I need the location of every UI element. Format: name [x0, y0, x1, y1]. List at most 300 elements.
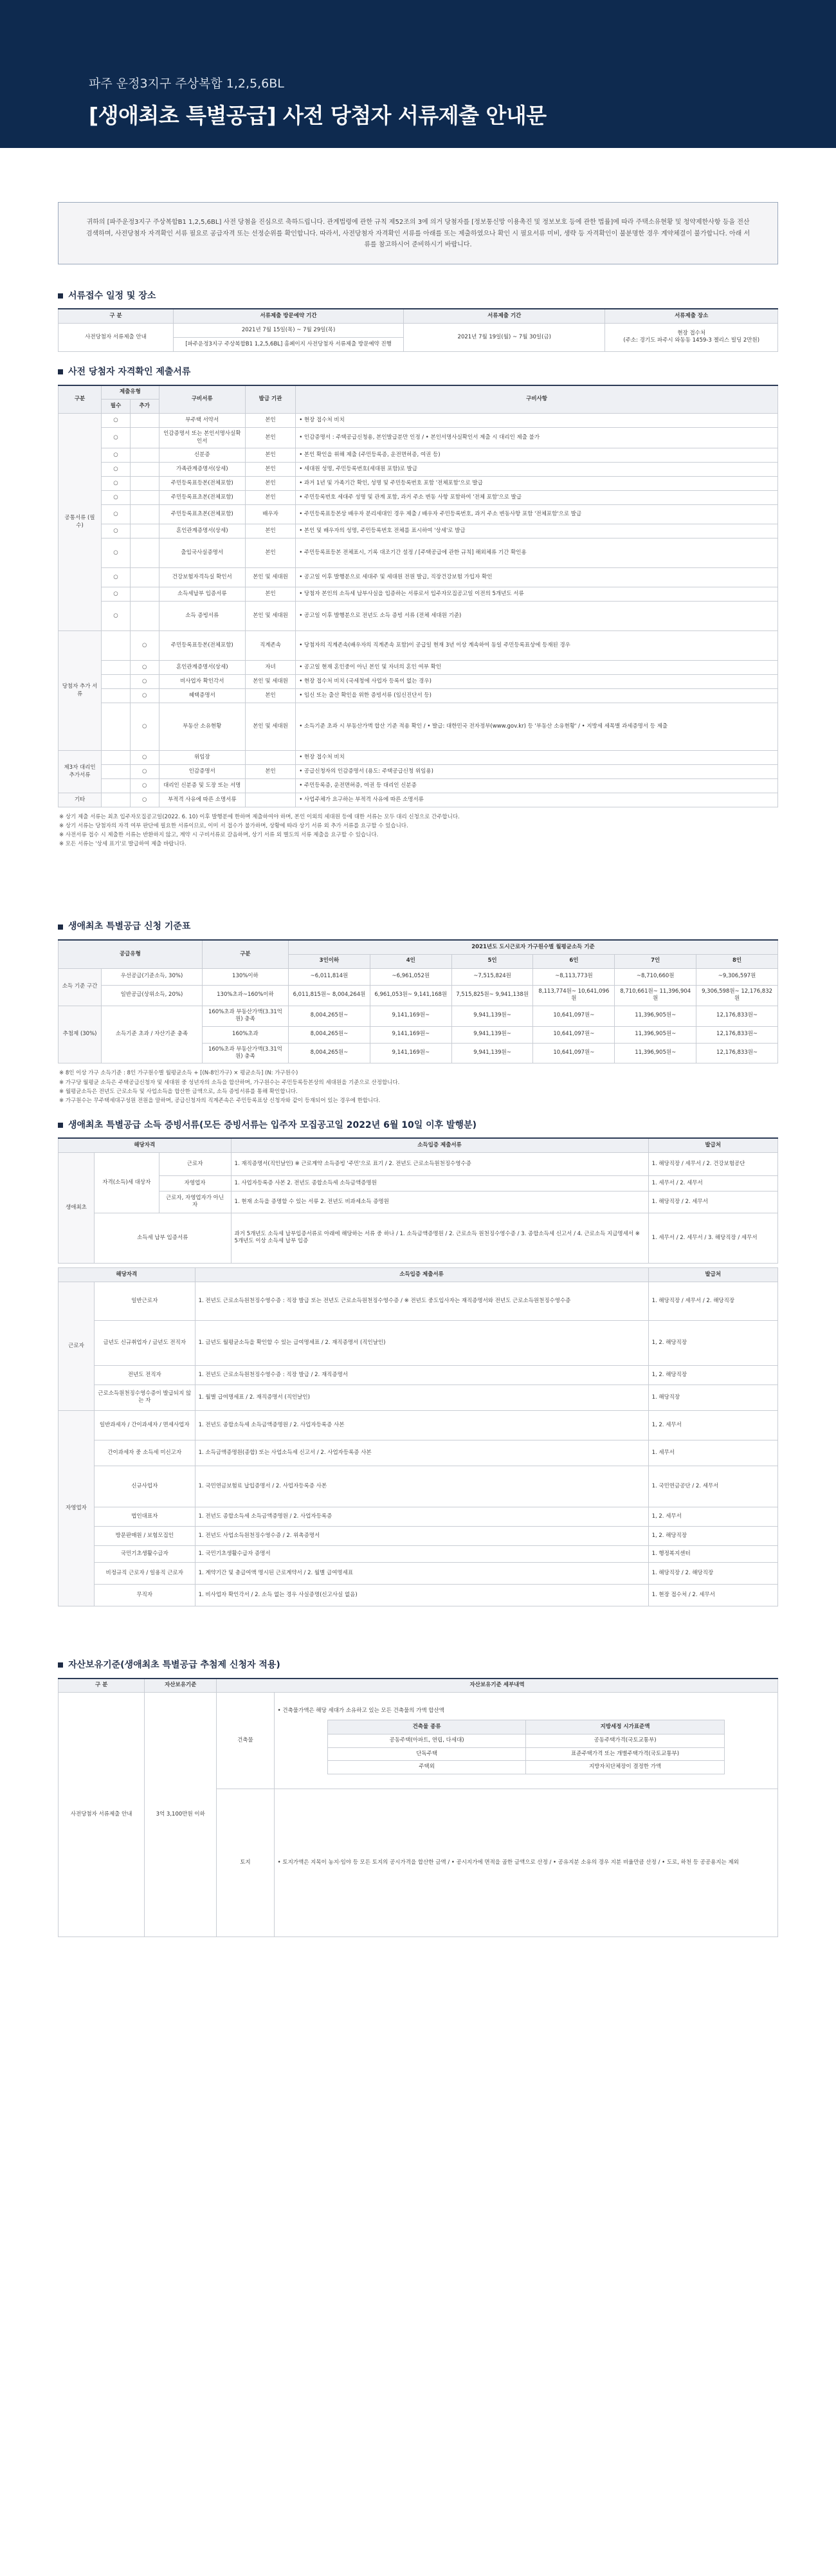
- table-row: [59, 703, 778, 751]
- doc-name: 신분증: [159, 448, 245, 463]
- table-row: [59, 414, 778, 428]
- required-mark: ○: [102, 505, 131, 524]
- issuer: 본인: [245, 428, 295, 448]
- note: ※ 8인 이상 가구 소득기준 : 8인 가구원수별 월평균소득 + [(N-8인가구) × 평균소득] (N: 가구원수): [59, 1070, 298, 1077]
- proof-issuer: 1. 세무서 / 2. 세무서: [648, 1175, 777, 1191]
- proof-kind: 자영업자: [159, 1175, 231, 1191]
- table-row: [59, 524, 778, 538]
- table-row: [59, 491, 778, 505]
- issuer: [245, 779, 295, 793]
- income-value: 9,941,139원~: [451, 1043, 533, 1063]
- doc-note: • 주민등록표등본상 배우자 분리세대인 경우 제출 / 배우자 주민등록번호, 과거 주소 변동사항 포함 '전체포함'으로 발급: [296, 505, 778, 524]
- table-row: [59, 779, 778, 793]
- additional-mark: ○: [130, 631, 159, 661]
- income-pct: 130%이하: [202, 968, 288, 985]
- proof-doc: 1. 현재 소득을 증명할 수 있는 서류 2. 전년도 비과세소득 증명원: [231, 1191, 648, 1213]
- doc-note: • 현장 접수처 비치: [296, 414, 778, 428]
- income-value: 9,941,139원~: [451, 1006, 533, 1026]
- land-label: 토지: [217, 1789, 275, 1937]
- th: 4인: [370, 954, 451, 968]
- issuer: 본인: [245, 491, 295, 505]
- additional-mark: ○: [130, 765, 159, 779]
- proof-issuer: 1. 행정복지센터: [648, 1545, 777, 1562]
- proof-issuer: 1. 세무서: [648, 1440, 777, 1466]
- income-value: 8,004,265원~: [289, 1006, 370, 1026]
- required-mark: ○: [102, 477, 131, 491]
- table-row: [59, 602, 778, 631]
- th: 소득입증 제출서류: [195, 1267, 648, 1282]
- income-value: 10,641,097원~: [533, 1026, 615, 1043]
- income-value: 6,011,815원~ 8,004,264원: [289, 985, 370, 1006]
- page-title: [생애최초 특별공급] 사전 당첨자 서류제출 안내문: [89, 102, 547, 128]
- th: 구 분: [59, 1679, 145, 1693]
- table-row: [59, 477, 778, 491]
- th: 발급처: [648, 1267, 777, 1282]
- additional-mark: ○: [130, 779, 159, 793]
- place-address: (주소: 경기도 파주시 와동동 1459-3 젤리스 빌딩 2만원): [623, 337, 760, 344]
- additional-mark: ○: [130, 689, 159, 703]
- additional-mark: [130, 463, 159, 477]
- issuer: 본인: [245, 538, 295, 568]
- th: 7인: [615, 954, 696, 968]
- income-value: ~9,306,597원: [696, 968, 778, 985]
- required-mark: ○: [102, 491, 131, 505]
- supply-sub: 우선공급(기준소득, 30%): [102, 968, 203, 985]
- additional-mark: [130, 414, 159, 428]
- proof-doc: 1. 재직증명서(직인날인) ※ 근로계약 소득증빙 '주민'으로 표기 / 2. 전년도 근로소득원천징수영수증: [231, 1152, 648, 1175]
- doc-name: 혼인관계증명서(상세): [159, 524, 245, 538]
- required-mark: [102, 751, 131, 765]
- note: ※ 가구당 월평균 소득은 주택공급신청자 및 세대원 중 성년자의 소득을 합산하며, 가구원수는 주민등록등본상의 세대원을 기준으로 산정합니다.: [59, 1079, 400, 1086]
- required-mark: ○: [102, 448, 131, 463]
- reserve-period: 2021년 7월 15일(목) ~ 7월 29일(목): [174, 323, 404, 337]
- table-row: [59, 675, 778, 689]
- proof-issuer: 1. 세무서 / 2. 세무서 / 3. 해당직장 / 세무서: [648, 1213, 777, 1263]
- proof-kind: 근로자: [159, 1152, 231, 1175]
- proof-kind: 비정규직 근로자 / 일용직 근로자: [94, 1562, 195, 1584]
- doc-name: 대리인 신분증 및 도장 또는 서명: [159, 779, 245, 793]
- doc-note: • 과거 1년 및 가족기간 확인, 성명 및 주민등록번호 포함 '전체포함'으로 발급: [296, 477, 778, 491]
- th: 추가: [130, 400, 159, 414]
- proof-kind: 전년도 전직자: [94, 1365, 195, 1385]
- issuer: 배우자: [245, 505, 295, 524]
- proof-kind: 신규사업자: [94, 1466, 195, 1507]
- proof-issuer: 1, 2. 세무서: [648, 1410, 777, 1440]
- section-title-docs: [58, 366, 778, 378]
- proof-sub: 자격(소득)세 대상자: [94, 1152, 159, 1213]
- th: 서류제출 장소: [605, 309, 778, 323]
- proof-kind: 간이과세자 중 소득세 미신고자: [94, 1440, 195, 1466]
- income-pct: 130%초과~160%이하: [202, 985, 288, 1006]
- doc-note: • 본인 확인을 위해 제출 (주민등록증, 운전면허증, 여권 등): [296, 448, 778, 463]
- section-title-schedule: [58, 290, 778, 302]
- doc-name: 가족관계증명서(상세): [159, 463, 245, 477]
- table-row: [59, 1213, 778, 1263]
- proof-group: 근로자: [59, 1282, 95, 1410]
- income-value: 8,710,661원~ 11,396,904원: [615, 985, 696, 1006]
- table-row: [59, 428, 778, 448]
- additional-mark: [130, 491, 159, 505]
- additional-mark: [130, 477, 159, 491]
- proof-doc: 1. 소득금액증명원(종합) 또는 사업소득세 신고서 / 2. 사업자등록증 사본: [195, 1440, 648, 1466]
- sub-kind: 단독주택: [327, 1747, 525, 1760]
- th: 지방세정 시가표준액: [526, 1720, 724, 1734]
- income-value: ~7,515,824원: [451, 968, 533, 985]
- table-row: [59, 689, 778, 703]
- doc-note: • 공고일 현재 혼인중이 아닌 본인 및 자녀의 혼인 여부 확인: [296, 661, 778, 675]
- doc-name: 건강보험자격득실 확인서: [159, 568, 245, 587]
- supply-type: 추첨제 (30%): [59, 1006, 102, 1063]
- doc-note: • 당첨자 본인의 소득세 납부사실을 입증하는 서류로서 입주자모집공고일 이전의 5개년도 서류: [296, 587, 778, 602]
- proof-doc: 1. 전년도 종합소득세 소득금액증명원 / 2. 사업자등록증 사본: [195, 1410, 648, 1440]
- doc-name: 소득세납부 입증서류: [159, 587, 245, 602]
- issuer: [245, 793, 295, 807]
- additional-mark: [130, 587, 159, 602]
- th: 구비서류: [159, 385, 245, 414]
- income-value: 11,396,905원~: [615, 1043, 696, 1063]
- doc-note: • 공고일 이후 발행분으로 세대주 및 세대원 전원 발급, 직장건강보험 가입자 확인: [296, 568, 778, 587]
- th: 소득입증 제출서류: [231, 1138, 648, 1152]
- table-row: [59, 1175, 778, 1191]
- table-row: [59, 463, 778, 477]
- doc-name: 인감증명서 또는 본인서명사실확인서: [159, 428, 245, 448]
- required-mark: [102, 779, 131, 793]
- section-title-asset: [58, 1659, 778, 1671]
- proof-doc: 1. 비사업자 확인각서 / 2. 소득 없는 경우 사실증명(신고사실 없음): [195, 1584, 648, 1606]
- doc-name: 위임장: [159, 751, 245, 765]
- proof-kind: 근로소득원천징수영수증이 발급되지 않는 자: [94, 1385, 195, 1410]
- additional-mark: [130, 448, 159, 463]
- table-row: [59, 505, 778, 524]
- doc-name: 주민등록표등본(전체포함): [159, 477, 245, 491]
- table-row: [59, 751, 778, 765]
- docs-table: [58, 385, 778, 807]
- additional-mark: [130, 538, 159, 568]
- doc-name: 비사업자 확인각서: [159, 675, 245, 689]
- sub-kind: 주택외: [327, 1761, 525, 1774]
- income-value: 9,306,598원~ 12,176,832원: [696, 985, 778, 1006]
- th: 건축물 종류: [327, 1720, 525, 1734]
- income-value: ~6,961,052원: [370, 968, 451, 985]
- proof-issuer: 1, 2. 해당직장: [648, 1365, 777, 1385]
- proof-issuer: 1, 2. 해당직장: [648, 1526, 777, 1545]
- table-row: [59, 1410, 778, 1440]
- issuer: 본인: [245, 414, 295, 428]
- section-title-text: 생애최초 특별공급 소득 증빙서류(모든 증빙서류는 입주자 모집공고일 2022년 6월 10일 이후 발행분): [68, 1119, 477, 1130]
- table-row: [59, 1282, 778, 1320]
- sub-value: 공동주택가격(국토교통부): [526, 1734, 724, 1747]
- income-notes: [58, 1069, 778, 1105]
- income-pct: 160%초과 부동산가액(3.31억원) 충족: [202, 1006, 288, 1026]
- income-value: ~8,710,660원: [615, 968, 696, 985]
- table-row: [59, 985, 778, 1006]
- asset-limit: 3억 3,100만원 이하: [145, 1693, 217, 1937]
- section-title-text: 자산보유기준(생애최초 특별공급 추첨제 신청자 적용): [68, 1659, 280, 1670]
- additional-mark: [130, 602, 159, 631]
- doc-note: • 현장 접수처 비치: [296, 751, 778, 765]
- doc-note: • 본인 및 배우자의 성명, 주민등록번호 전체를 표시하여 '상세'로 발급: [296, 524, 778, 538]
- required-mark: ○: [102, 587, 131, 602]
- additional-mark: ○: [130, 751, 159, 765]
- square-bullet-icon: [58, 925, 63, 930]
- hero-header: [0, 0, 836, 148]
- table-row: [59, 1152, 778, 1175]
- issuer: 본인 및 세대원: [245, 675, 295, 689]
- doc-note: • 사업주체가 요구하는 부적격 사유에 따른 소명서류: [296, 793, 778, 807]
- proof-doc: 1. 국민연금보험료 납입증명서 / 2. 사업자등록증 사본: [195, 1466, 648, 1507]
- th: 서류제출 기간: [404, 309, 605, 323]
- required-mark: [102, 765, 131, 779]
- th: 5인: [451, 954, 533, 968]
- doc-note: • 공고일 이후 발행분으로 전년도 소득 증빙 서류 (전체 세대원 기준): [296, 602, 778, 631]
- doc-note: • 주민등록표등본 전체표시, 기록 대조기간 설정 / [주택공급에 관한 규칙] 해외체류 기간 확인용: [296, 538, 778, 568]
- doc-note: • 임신 또는 출산 확인을 위한 증빙서류 (임신진단서 등): [296, 689, 778, 703]
- table-row: [59, 1385, 778, 1410]
- land-note: • 토지가액은 지목이 농지·임야 등 모든 토지의 공시가격을 합산한 금액 / • 공시지가에 면적을 곱한 금액으로 산정 / • 공유지분 소유의 경우 지분 비율만큼 산정 / • 도로, 하천 등 공공용지는 제외: [274, 1789, 777, 1937]
- doc-name: 주민등록표초본(전체포함): [159, 505, 245, 524]
- income-value: 12,176,833원~: [696, 1026, 778, 1043]
- table-row: [59, 1584, 778, 1606]
- table-row: [59, 448, 778, 463]
- required-mark: ○: [102, 602, 131, 631]
- section-title-text: 서류접수 일정 및 장소: [68, 290, 156, 301]
- th: 6인: [533, 954, 615, 968]
- income-pct: 160%초과: [202, 1026, 288, 1043]
- income-value: 6,961,053원~ 9,141,168원: [370, 985, 451, 1006]
- issuer: 직계존속: [245, 631, 295, 661]
- supply-sub: 일반공급(상위소득, 20%): [102, 985, 203, 1006]
- table-row: [59, 568, 778, 587]
- proof-kind: 방문판매원 / 보험모집인: [94, 1526, 195, 1545]
- th: 자산보유기준 세부내역: [217, 1679, 778, 1693]
- doc-note: • 공급신청자의 인감증명서 (용도: 주택공급신청 위임용): [296, 765, 778, 779]
- additional-mark: [130, 568, 159, 587]
- doc-name: 주민등록표등본(전체포함): [159, 631, 245, 661]
- table-row: [59, 1507, 778, 1526]
- note: ※ 월평균소득은 전년도 근로소득 및 사업소득을 합산한 금액으로, 소득 증빙서류를 통해 확인합니다.: [59, 1088, 298, 1095]
- sub-kind: 공동주택(아파트, 연립, 다세대): [327, 1734, 525, 1747]
- additional-mark: ○: [130, 703, 159, 751]
- required-mark: [102, 703, 131, 751]
- supply-sub: 소득기준 초과 / 자산기준 충족: [102, 1006, 203, 1063]
- reserve-note: [파주운정3지구 주상복합B1 1,2,5,6BL] 홈페이지 사전당첨자 서류제출 방문예약 진행: [174, 337, 404, 351]
- supply-type: 소득 기준 구간: [59, 968, 102, 1006]
- square-bullet-icon: [58, 1123, 63, 1128]
- additional-mark: ○: [130, 661, 159, 675]
- proof-doc: 1. 전년도 종합소득세 소득금액증명원 / 2. 사업자등록증: [195, 1507, 648, 1526]
- proof-kind: 일반과세자 / 간이과세자 / 면세사업자: [94, 1410, 195, 1440]
- proof-kind: 근로자, 자영업자가 아닌 자: [159, 1191, 231, 1213]
- income-value: 10,641,097원~: [533, 1043, 615, 1063]
- additional-mark: [130, 524, 159, 538]
- table-row: [59, 793, 778, 807]
- schedule-row-label: 사전당첨자 서류제출 안내: [59, 323, 174, 351]
- doc-name: 부적격 사유에 따른 소명서류: [159, 793, 245, 807]
- required-mark: ○: [102, 414, 131, 428]
- row-group: 제3자 대리인 추가서류: [59, 751, 102, 793]
- doc-note: • 주민등록번호 세대주 성명 및 관계 포함, 과거 주소 변동 사항 포함하여 '전체 포함'으로 발급: [296, 491, 778, 505]
- required-mark: ○: [102, 463, 131, 477]
- table-row: [59, 1466, 778, 1507]
- income-value: ~8,113,773원: [533, 968, 615, 985]
- square-bullet-icon: [58, 369, 63, 374]
- th: 공급유형: [59, 940, 203, 968]
- row-group: 당첨자 추가 서류: [59, 631, 102, 751]
- building-sub-table: [327, 1720, 725, 1774]
- income-value: 9,141,169원~: [370, 1026, 451, 1043]
- row-group: 기타: [59, 793, 102, 807]
- table-row: [59, 1440, 778, 1466]
- issuer: 본인: [245, 448, 295, 463]
- table-row: [59, 538, 778, 568]
- doc-name: 소득 증빙서류: [159, 602, 245, 631]
- proof-doc: 1. 전년도 사업소득원천징수영수증 / 2. 위촉증명서: [195, 1526, 648, 1545]
- income-value: 8,004,265원~: [289, 1026, 370, 1043]
- building-detail: [274, 1693, 777, 1789]
- building-note: • 건축물가액은 해당 세대가 소유하고 있는 모든 건축물의 가액 합산액: [277, 1707, 444, 1714]
- additional-mark: ○: [130, 675, 159, 689]
- submit-place: [605, 323, 778, 351]
- income-value: 8,004,265원~: [289, 1043, 370, 1063]
- doc-note: • 당첨자의 직계존속(배우자의 직계존속 포함)이 공급일 현재 3년 이상 계속하여 동일 주민등록표상에 등재된 경우: [296, 631, 778, 661]
- doc-name: 인감증명서: [159, 765, 245, 779]
- note: ※ 가구원수는 무주택세대구성원 전원을 말하며, 공급신청자의 직계존속은 주민등록표상 신청자와 같이 등재되어 있는 경우에 한합니다.: [59, 1097, 381, 1104]
- th: 발급처: [648, 1138, 777, 1152]
- notice-box: 귀하의 [파주운정3지구 주상복합B1 1,2,5,6BL] 사전 당첨을 진심으로 축하드립니다. 관계법령에 관한 규칙 제52조의 3에 의거 당첨자를 [정보통신망 이용촉진 및 정보보호 등에 관한 법률]에 따라 주택소유현황 및 청약제한사항 등을 전산 검색하며, 사전당첨자 자격확인 서류 필요로 공급자격 또는 선정순위를 확인합니다. 따라서, 사전당첨자 자격확인 서류를 아래를 또는 제출하였으나 확인 시 필요서류 미비, 생략 등 자격확인이 불분명한 경우 계약체결이 불가합니다. 아래 서류를 참고하시어 준비하시기 바랍니다.: [58, 202, 778, 264]
- additional-mark: [130, 428, 159, 448]
- place-name: 현장 접수처: [677, 329, 706, 336]
- proof-doc: 1. 국민기초생활수급자 증명서: [195, 1545, 648, 1562]
- proof-issuer: 1. 현장 접수처 / 2. 세무서: [648, 1584, 777, 1606]
- th: 구분: [202, 940, 288, 968]
- required-mark: [102, 793, 131, 807]
- proof-issuer: 1. 해당직장 / 세무서 / 2. 건강보험공단: [648, 1152, 777, 1175]
- doc-name: 부주택 서약서: [159, 414, 245, 428]
- table-row: [59, 1526, 778, 1545]
- proof-doc: 과거 5개년도 소득세 납부입증서류로 아래에 해당하는 서류 중 하나 / 1. 소득금액증명원 / 2. 근로소득 원천징수영수증 / 3. 종합소득세 신고서 / 4. 근로소득 지급명세서 ※ 5개년도 이상 소득세 납부 입증: [231, 1213, 648, 1263]
- doc-name: 부동산 소유현황: [159, 703, 245, 751]
- th: 필수: [102, 400, 131, 414]
- table-row: [59, 968, 778, 985]
- income-value: 9,141,169원~: [370, 1043, 451, 1063]
- issuer: 본인 및 세대원: [245, 602, 295, 631]
- required-mark: [102, 631, 131, 661]
- proof-sub: 소득세 납부 입증서류: [94, 1213, 231, 1263]
- note: ※ 모든 서류는 '상세 표기'로 발급하여 제출 바랍니다.: [59, 841, 186, 848]
- th: 3인이하: [289, 954, 370, 968]
- income-value: ~6,011,814원: [289, 968, 370, 985]
- th: 8인: [696, 954, 778, 968]
- doc-note: • 소득기준 초과 시 부동산가액 합산 기준 적용 확인 / • 발급: 대한민국 전자정부(www.gov.kr) 등 '부동산 소유현황' / • 지방세 세목별 과세증명서 등 제출: [296, 703, 778, 751]
- required-mark: ○: [102, 568, 131, 587]
- issuer: 본인: [245, 477, 295, 491]
- income-value: 9,141,169원~: [370, 1006, 451, 1026]
- doc-note: • 인감증명서 : 주택공급신청용, 본인발급분만 인정 / • 본인서명사실확인서 제출 시 대리인 제출 불가: [296, 428, 778, 448]
- table-row: [59, 631, 778, 661]
- note: ※ 상기 서류는 당첨자의 자격 여부 판단에 필요한 서류이므로, 이미 서 접수가 불가하며, 상황에 따라 상기 서류 외 추가 서류를 요구할 수 있습니다.: [59, 823, 408, 830]
- table-row: [59, 1191, 778, 1213]
- proof-kind: 무직자: [94, 1584, 195, 1606]
- required-mark: ○: [102, 538, 131, 568]
- row-group: 공통서류 (필수): [59, 414, 102, 631]
- income-value: 11,396,905원~: [615, 1026, 696, 1043]
- income-table: [58, 939, 778, 1063]
- income-pct: 160%초과 부동산가액(3.31억원) 충족: [202, 1043, 288, 1063]
- proof-issuer: 1, 2. 해당직장: [648, 1320, 777, 1365]
- issuer: 본인: [245, 689, 295, 703]
- issuer: 본인 및 세대원: [245, 703, 295, 751]
- proof-doc: 1. 금년도 월평균소득을 확인할 수 있는 급여명세표 / 2. 재직증명서 (직인날인): [195, 1320, 648, 1365]
- proof-issuer: 1. 해당직장 / 세무서 / 2. 해당직장: [648, 1282, 777, 1320]
- income-value: 7,515,825원~ 9,941,138원: [451, 985, 533, 1006]
- sub-value: 지방자치단체장이 결정한 가액: [526, 1761, 724, 1774]
- doc-name: 주민등록표초본(전체포함): [159, 491, 245, 505]
- doc-note: • 세대원 성명, 주민등록번호(세대원 포함)로 발급: [296, 463, 778, 477]
- proof-issuer: 1. 해당직장 / 2. 해당직장: [648, 1562, 777, 1584]
- table-row: [59, 1545, 778, 1562]
- proof-kind: 금년도 신규취업자 / 금년도 전직자: [94, 1320, 195, 1365]
- doc-note: • 현장 접수처 비치 (국세청에 사업자 등록이 없는 경우): [296, 675, 778, 689]
- docs-notes: [58, 813, 778, 849]
- income-value: 9,941,139원~: [451, 1026, 533, 1043]
- additional-mark: ○: [130, 793, 159, 807]
- income-value: 8,113,774원~ 10,641,096원: [533, 985, 615, 1006]
- section-title-proof: [58, 1119, 778, 1132]
- th: 서류제출 방문예약 기간: [174, 309, 404, 323]
- income-value: 11,396,905원~: [615, 1006, 696, 1026]
- proof-kind: 일반근로자: [94, 1282, 195, 1320]
- th: 제출유형: [102, 385, 159, 400]
- proof-issuer: 1. 해당직장 / 2. 세무서: [648, 1191, 777, 1213]
- page-subtitle: 파주 운정3지구 주상복합 1,2,5,6BL: [89, 77, 284, 91]
- proof-table: [58, 1267, 778, 1606]
- doc-name: 혜택증명서: [159, 689, 245, 703]
- content: [58, 148, 778, 1937]
- required-mark: ○: [102, 428, 131, 448]
- table-row: [59, 1365, 778, 1385]
- th: 해당자격: [59, 1138, 232, 1152]
- th: 2021년도 도시근로자 가구원수별 월평균소득 기준: [289, 940, 778, 954]
- square-bullet-icon: [58, 293, 63, 299]
- income-value: 12,176,833원~: [696, 1006, 778, 1026]
- asset-row-label: 사전당첨자 서류제출 안내: [59, 1693, 145, 1937]
- table-row: [59, 1320, 778, 1365]
- building-label: 건축물: [217, 1693, 275, 1789]
- required-mark: ○: [102, 524, 131, 538]
- sub-value: 표준주택가격 또는 개별주택가격(국토교통부): [526, 1747, 724, 1760]
- th: 구분: [59, 385, 102, 414]
- table-row: [59, 587, 778, 602]
- proof-doc: 1. 월별 급여명세표 / 2. 재직증명서 (직인날인): [195, 1385, 648, 1410]
- note: ※ 사전서류 접수 시 제출한 서류는 반환하지 않고, 계약 시 구비서류로 갈음하며, 상기 서류 외 별도의 서류 제출을 요구할 수 있습니다.: [59, 832, 379, 839]
- table-row: [59, 661, 778, 675]
- issuer: 본인: [245, 587, 295, 602]
- th: 구비사항: [296, 385, 778, 414]
- proof-issuer: 1. 국민연금공단 / 2. 세무서: [648, 1466, 777, 1507]
- issuer: 본인: [245, 463, 295, 477]
- proof-group: 생애최초: [59, 1152, 95, 1263]
- doc-name: 출입국사실증명서: [159, 538, 245, 568]
- square-bullet-icon: [58, 1662, 63, 1668]
- note: ※ 상기 제출 서류는 최초 입주자모집공고일(2022. 6. 10) 이후 발행분에 한하며 제출하여야 하며, 본인 이외의 세대원 등에 대한 서류는 모두 대리 신청으로 간주합니다.: [59, 814, 460, 821]
- issuer: [245, 751, 295, 765]
- section-title-income: [58, 921, 778, 933]
- proof-top-table: [58, 1137, 778, 1264]
- proof-doc: 1. 사업자등록증 사본 2. 전년도 종합소득세 소득금액증명원: [231, 1175, 648, 1191]
- table-row: [59, 1562, 778, 1584]
- th: 해당자격: [59, 1267, 195, 1282]
- income-value: 10,641,097원~: [533, 1006, 615, 1026]
